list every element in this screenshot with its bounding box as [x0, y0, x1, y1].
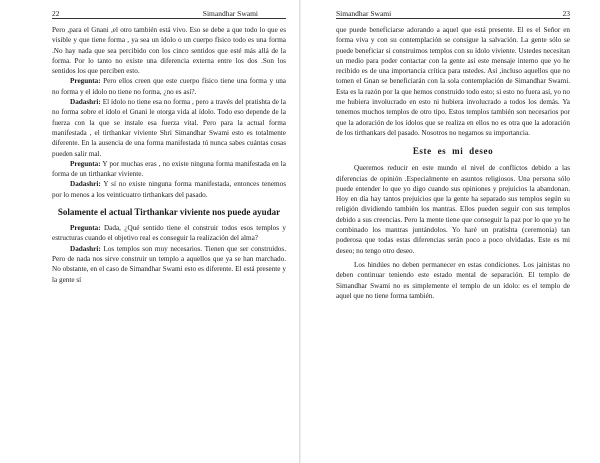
- speaker-label: Pregunta:: [70, 77, 101, 86]
- right-paragraph-2: Queremos reducir en este mundo el nivel de conflictos debido a las diferencias de opinión .Especialmente en asuntos religiosos. Una persona sólo puede entender lo que yo digo cuando sus opiniones y prejuicios la abandonan. Hoy en día hay tantos prejuicios que la gente ha separado sus templos según su religión dividiendo también los mantras. Ellos pueden seguir con sus templos debido a sus creencias. Pero la mente tiene que conseguir la paz por lo que yo he combinado los mantras juntándolos. Yo haré un pratishta (ceremonia) tan poderosa que todas estas diferencias serán poco a poco olvidadas. Este es mi deseo; no tengo otro deseo.: [336, 164, 570, 255]
- left-paragraph-5: Dadashri: Y sí no existe ninguna forma manifestada, entonces tenemos por lo menos a los veinticuatro tirthankars del pasado.: [52, 180, 286, 199]
- right-page: [300, 0, 600, 463]
- left-paragraph-4: Pregunta: Y por muchas eras , no existe ninguna forma manifestada en la forma de un tirthankar viviente.: [52, 159, 286, 179]
- right-page-number: 23: [562, 9, 570, 18]
- speaker-label: Dadashri:: [70, 98, 101, 107]
- speaker-label: Dadashri:: [70, 180, 101, 189]
- left-page-number: 22: [52, 9, 60, 18]
- right-paragraph-3: Los hindúes no deben permanecer en estas condiciones. Los jainistas no deben continuar teniendo este estado mental de separación. El templo de Simandhar Swami no es simplemente el templo de un ídolo: es el templo de aquel que no tiene forma también.: [336, 260, 570, 300]
- speaker-label: Pregunta:: [70, 159, 101, 168]
- right-section-heading: Este es mi deseo: [412, 146, 494, 157]
- speaker-label: Dadashri:: [70, 244, 101, 253]
- left-paragraph-2: Pregunta: Pero ellos creen que este cuerpo físico tiene una forma y una no forma y el ídolo no tiene no forma, ¿no es así?.: [52, 77, 286, 96]
- right-paragraph-1: que puede beneficiarse adorando a aquel que está presente. El es el Señor en forma viva y con su contemplación se consigue la salvación. La gente sólo se puede beneficiar si construimos templos con su ídolo viviente. Ustedes necesitan un medio para poder contactar con la gente así este mensaje interno que yo he recibido es de una importancia crítica para ustedes. Así ,incluso aquellos que no tomen el Gnan se beneficiarán con la sola contemplación de Simandhar Swami. Esta es la razón por la que hemos construido todo esto; si esto no fuera así, yo no me hubiera involucrado en esto ni hubiera involucrado a todos los demás. Ya tenemos muchos templos de otro tipo. Estos templos también son necesarios por que la adoración de los ídolos que se realiza en ellos no es otra que la adoración de los tirthankars del pasado. Nosotros no negamos su importancia.: [336, 26, 570, 137]
- left-paragraph-7: Dadashri: Los templos son muy necesarios. Tienen que ser construidos. Pero de nada nos sirve construir un templo a aquellos que ya se han marchado. No obstante, en el caso de Simandhar Swami esto es diferente. El está presente y la gente sí: [52, 244, 286, 284]
- right-running-title: Simandhar Swami: [336, 9, 392, 18]
- left-paragraph-6: Pregunta: Dada, ¿Qué sentido tiene el construir todos esos templos y estructuras cuando el objetivo real es conseguir la realización del alma?: [52, 224, 286, 243]
- left-page-header: [52, 4, 286, 19]
- right-page-header: [336, 4, 570, 19]
- left-running-title: Simandhar Swami: [202, 9, 258, 18]
- left-paragraph-3: Dadashri: El ídolo no tiene esa no forma , pero a través del pratishta de la no forma sobre el ídolo el Gnani le otorga vida al ídolo. Todo eso depende de la fuerza con la que se instale esa fuerza vital. Pero para la actual forma manifestada , el tirthankar viviente Shri Simandhar Swami esto es totalmente diferente. En la ausencia de una forma manifestada tú nunca sabes cuántas cosas pueden salir mal.: [52, 98, 286, 158]
- left-section-heading: Solamente el actual Tirthankar viviente nos puede ayudar: [57, 207, 281, 218]
- left-paragraph-1: Pero ,para el Gnani ,el otro también está vivo. Eso se debe a que todo lo que es visible y que tiene forma , ya sea un ídolo o un cuerpo físico todo es una forma .No hay nada que sea percibido con los cinco sentidos que esté más allá de la forma. Por lo tanto no existe una diferencia externa entre los dos .Son los sentidos los que perciben esto.: [52, 26, 286, 76]
- speaker-label: Pregunta:: [70, 224, 101, 233]
